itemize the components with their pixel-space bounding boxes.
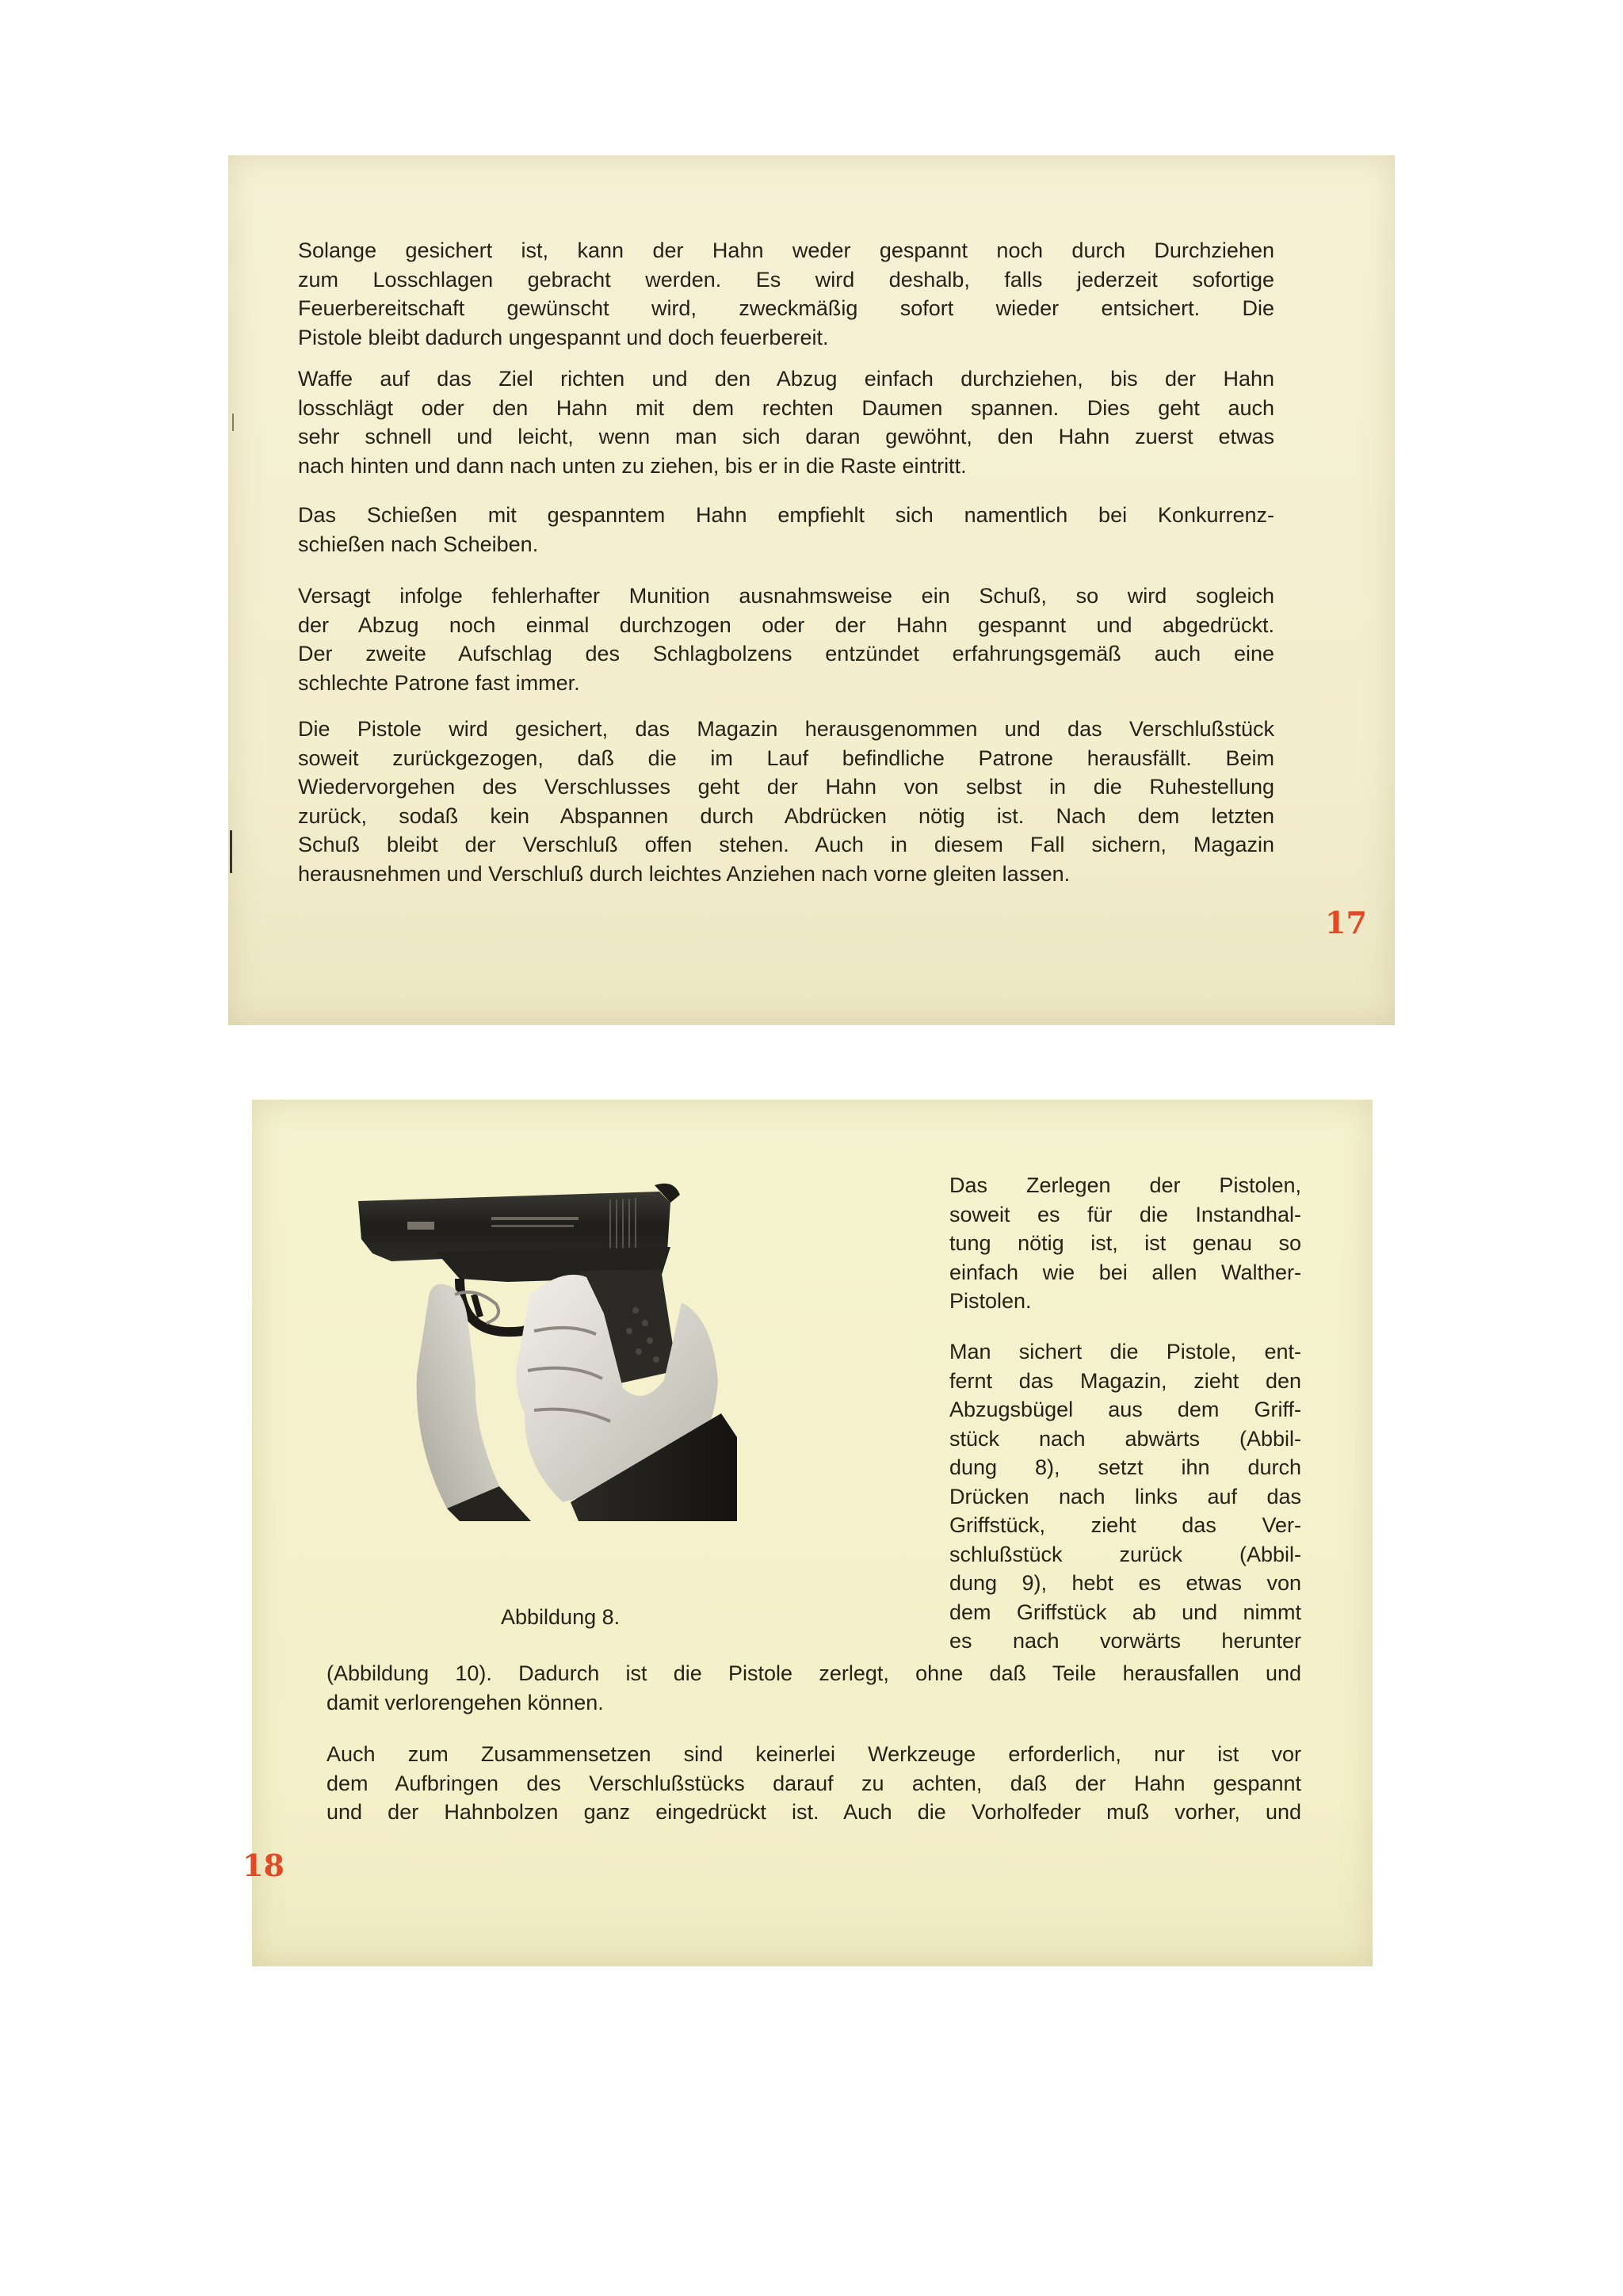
text-line: Feuerbereitschaft gewünscht wird, zweckmäßig sofort wieder entsichert. Die [298,296,1274,320]
text-line: Griffstück, zieht das Ver- [949,1513,1301,1537]
paragraph-reassembly [327,1740,1301,1827]
text-line: schlußstück zurück (Abbil- [949,1542,1301,1566]
text-line: Drücken nach links auf das [949,1484,1301,1508]
text-line: dem Aufbringen des Verschlußstücks darauf zu achten, daß der Hahn gespannt [327,1771,1301,1795]
text-line: fernt das Magazin, zieht den [949,1368,1301,1393]
paragraph-cocked-shooting [298,501,1274,559]
text-line: Die Pistole wird gesichert, das Magazin herausgenommen und das Verschlußstück [298,717,1274,741]
text-line: Das Schießen mit gespanntem Hahn empfiehlt sich namentlich bei Konkurrenz- [298,503,1274,527]
text-line: (Abbildung 10). Dadurch ist die Pistole zerlegt, ohne daß Teile herausfallen und [327,1661,1301,1685]
text-line: Pistolen. [949,1289,1032,1313]
paragraph-misfire [298,582,1274,697]
text-line: Der zweite Aufschlag des Schlagbolzens entzündet erfahrungsgemäß auch eine [298,642,1274,666]
text-line: zurück, sodaß kein Abspannen durch Abdrücken nötig ist. Nach dem letzten [298,803,1274,828]
text-line: und der Hahnbolzen ganz eingedrückt ist. Auch die Vorholfeder muß vorher, und [327,1800,1301,1824]
text-line: Das Zerlegen der Pistolen, [949,1173,1301,1197]
text-line: stück nach abwärts (Abbil- [949,1426,1301,1451]
figure-caption: Abbildung 8. [501,1605,621,1629]
text-line: sehr schnell und leicht, wenn man sich daran gewöhnt, den Hahn zuerst etwas [298,425,1274,448]
text-line: Abzugsbügel aus dem Griff- [949,1398,1301,1421]
text-line: Solange gesichert ist, kann der Hahn weder gespannt noch durch Durchziehen [298,238,1274,262]
scan-mark [230,830,232,873]
text-line: es nach vorwärts herunter [949,1629,1301,1653]
text-line: einfach wie bei allen Walther- [949,1260,1301,1284]
text-line: tung nötig ist, ist genau so [949,1231,1301,1255]
pistol-photo [341,1176,737,1521]
paragraph-unloading [298,715,1274,888]
text-line: dung 8), setzt ihn durch [949,1455,1301,1479]
text-line: Pistole bleibt dadurch ungespannt und doch feuerbereit. [298,325,829,349]
text-line: soweit es für die Instandhal- [949,1202,1301,1226]
paragraph-safety-note [298,236,1274,352]
text-line: Man sichert die Pistole, ent- [949,1340,1301,1363]
text-line: Auch zum Zusammensetzen sind keinerlei Werkzeuge erforderlich, nur ist vor [327,1742,1301,1766]
text-line: zum Losschlagen gebracht werden. Es wird deshalb, falls jederzeit sofortige [298,267,1274,292]
text-line: losschlägt oder den Hahn mit dem rechten Daumen spannen. Dies geht auch [298,395,1274,420]
text-line: dem Griffstück ab und nimmt [949,1600,1301,1624]
text-line: Waffe auf das Ziel richten und den Abzug einfach durchziehen, bis der Hahn [298,367,1274,391]
text-line: schlechte Patrone fast immer. [298,670,580,695]
text-line: dung 9), hebt es etwas von [949,1571,1301,1595]
text-line: Wiedervorgehen des Verschlusses geht der Hahn von selbst in die Ruhestellung [298,775,1274,799]
text-line: damit verlorengehen können. [327,1690,604,1714]
text-line: schießen nach Scheiben. [298,532,539,556]
scan-mark [232,414,234,431]
text-line: Versagt infolge fehlerhafter Munition ausnahmsweise ein Schuß, so wird sogleich [298,584,1274,608]
text-line: der Abzug noch einmal durchzogen oder der Hahn gespannt und abgedrückt. [298,612,1274,637]
paragraph-disassembly-intro [949,1171,1301,1316]
text-line: nach hinten und dann nach unten zu ziehen, bis er in die Raste eintritt. [298,453,967,478]
page-number: 18 [242,1848,285,1883]
paragraph-disassembly-steps [949,1337,1301,1656]
text-line: herausnehmen und Verschluß durch leichtes Anziehen nach vorne gleiten lassen. [298,861,1071,886]
paragraph-disassembly-result [327,1659,1301,1717]
paragraph-aiming [298,364,1274,480]
text-line: soweit zurückgezogen, daß die im Lauf befindliche Patrone herausfällt. Beim [298,746,1274,770]
page-number: 17 [1325,905,1367,940]
text-line: Schuß bleibt der Verschluß offen stehen. Auch in diesem Fall sichern, Magazin [298,833,1274,856]
